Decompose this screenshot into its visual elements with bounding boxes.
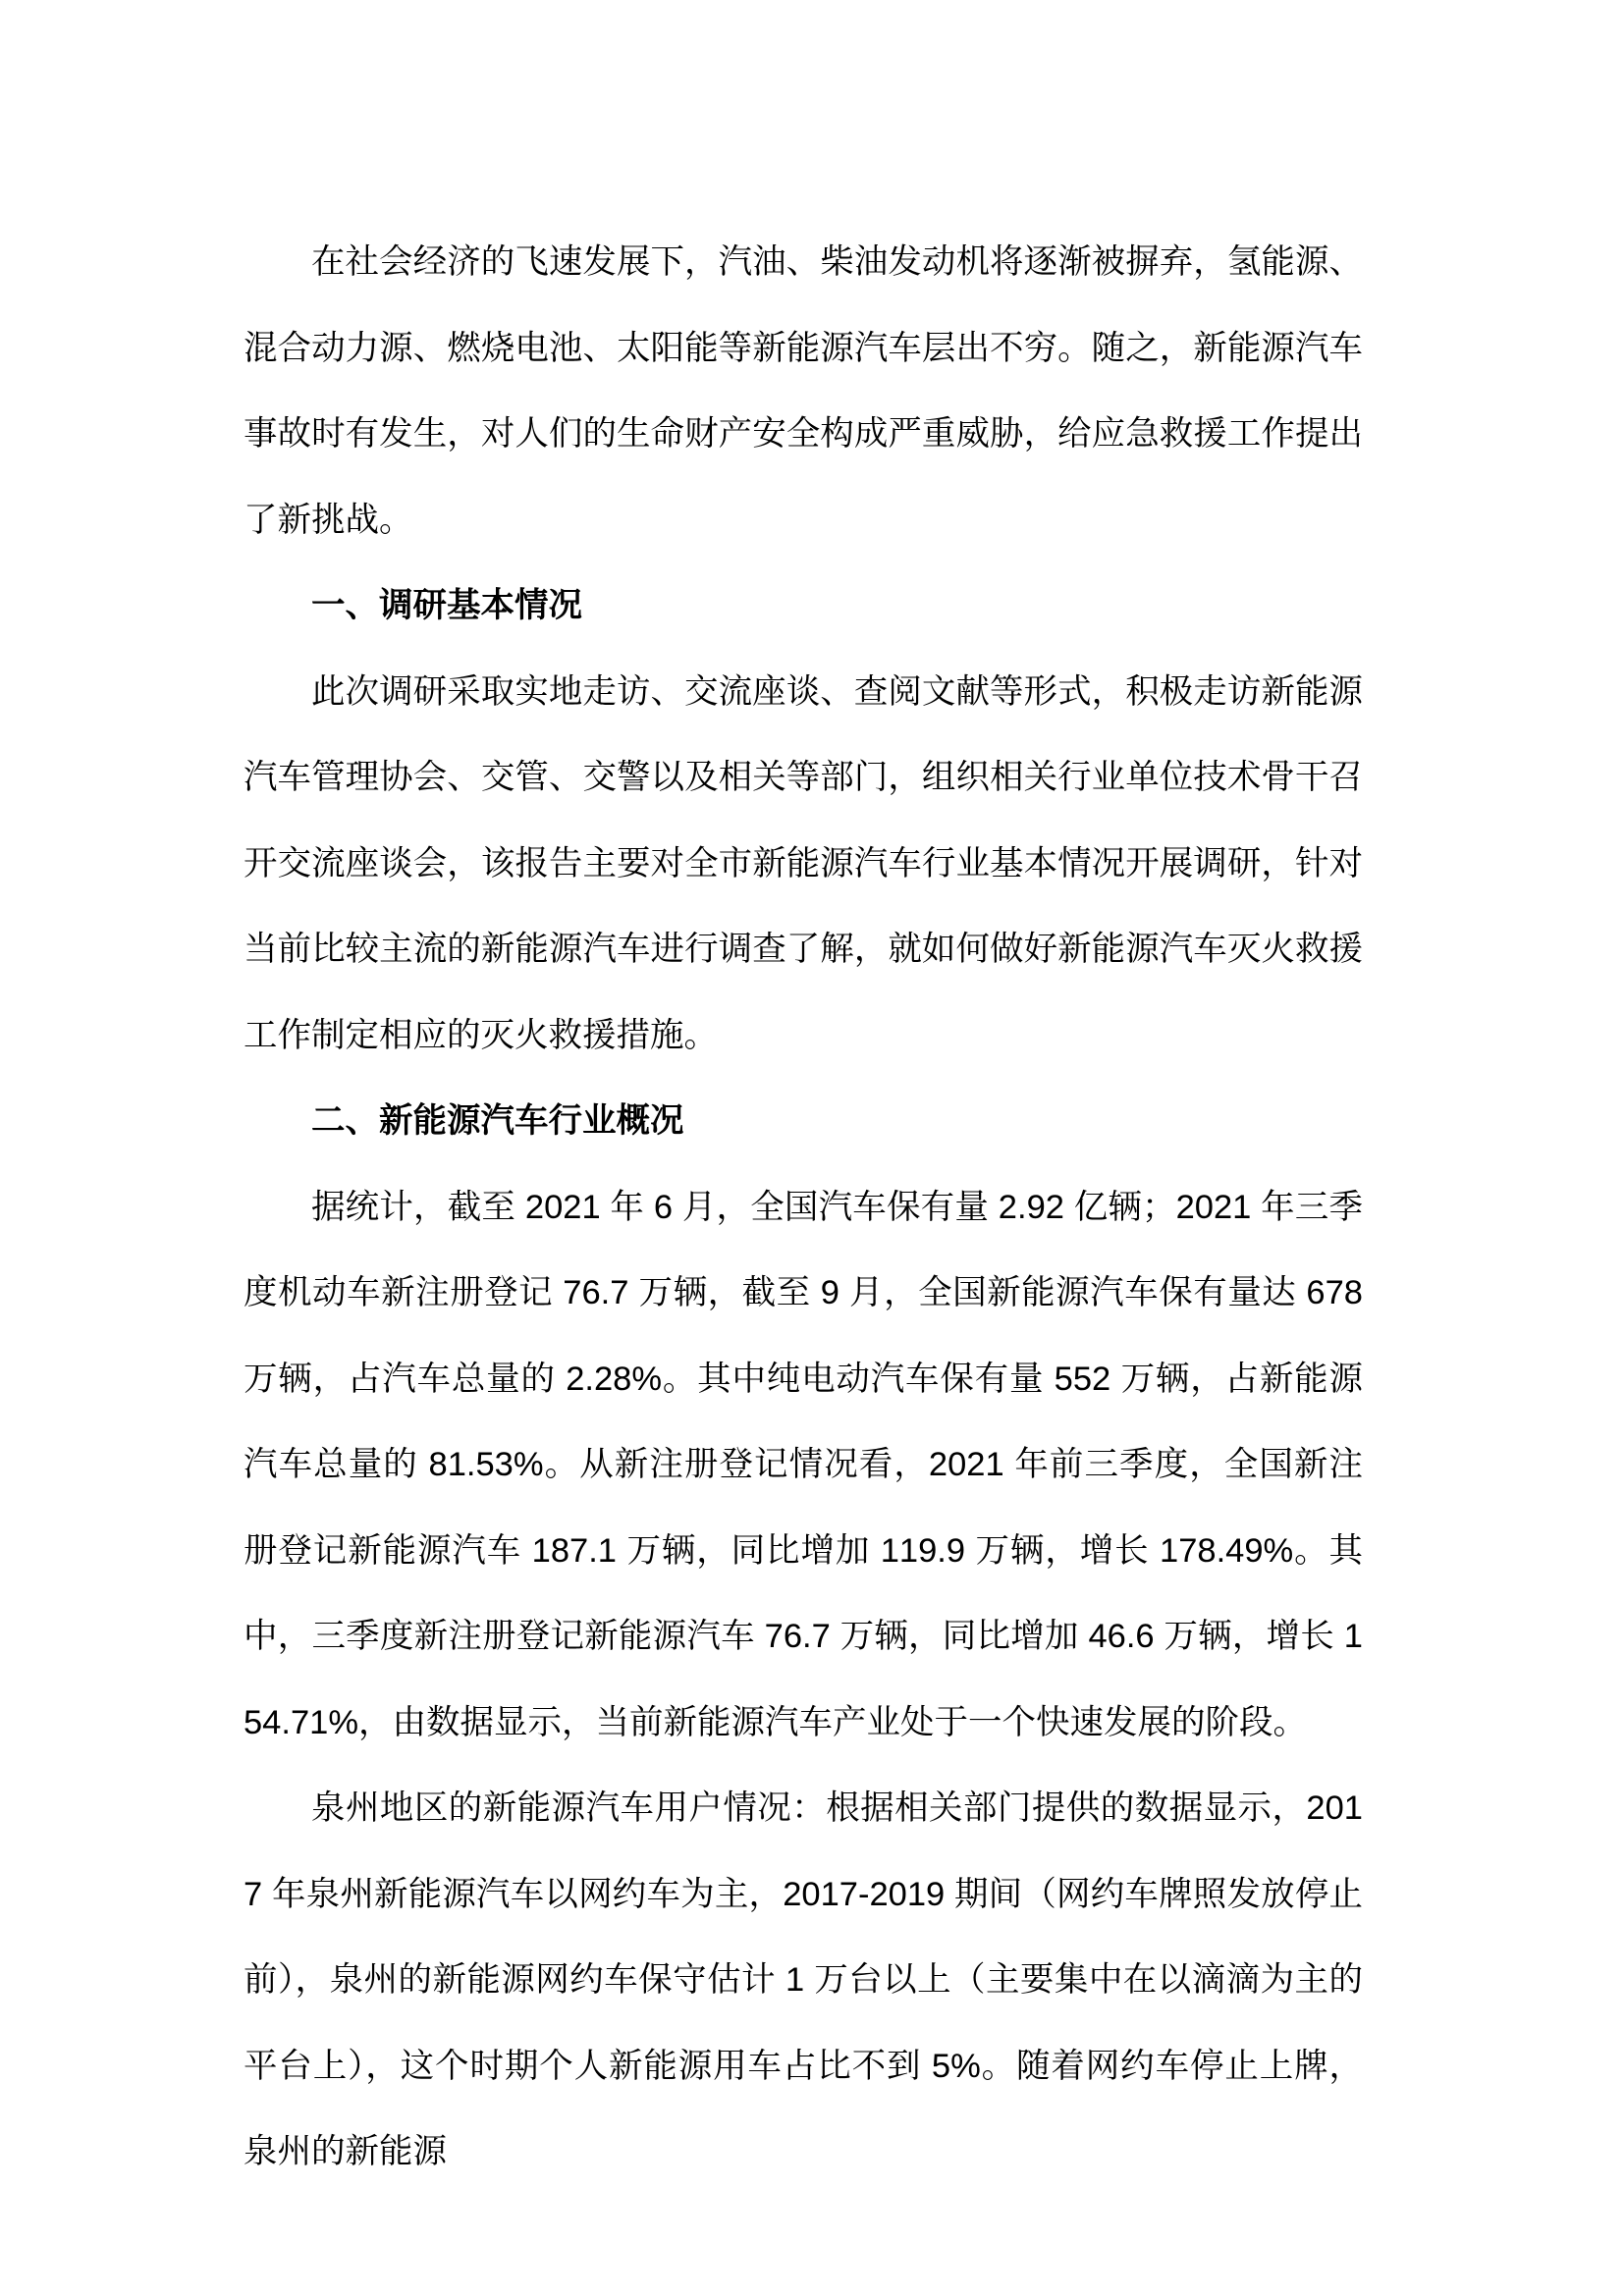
section-heading: 二、新能源汽车行业概况 [311,1102,684,1140]
body-paragraph: 据统计，截至 2021 年 6 月，全国汽车保有量 2.92 亿辆；2021 年三季度机动车新注册登记 76.7 万辆，截至 9 月，全国新能源汽车保有量达 678 万辆，占汽车总量的 2.28%。其中纯电动汽车保有量 552 万辆，占新能源汽车总量的 81.53%。从新注册登记情况看，2021 年前三季度，全国新注册登记新能源汽车 187.1 万辆，同比增加 119.9 万辆，增长 178.49%。其中，三季度新注册登记新能源汽车 76.7 万辆，同比增加 46.6 万辆，增长 154.71%，由数据显示，当前新能源汽车产业处于一个快速发展的阶段。 [244,1188,1363,1741]
body-paragraph: 泉州地区的新能源汽车用户情况：根据相关部门提供的数据显示，2017 年泉州新能源汽车以网约车为主，2017-2019 期间（网约车牌照发放停止前），泉州的新能源网约车保守估计 1 万台以上（主要集中在以滴滴为主的平台上），这个时期个人新能源用车占比不到 5%。随着网约车停止上牌，泉州的新能源 [244,1789,1363,2170]
body-paragraph: 此次调研采取实地走访、交流座谈、查阅文献等形式，积极走访新能源汽车管理协会、交管、交警以及相关等部门，组织相关行业单位技术骨干召开交流座谈会，该报告主要对全市新能源汽车行业基本情况开展调研，针对当前比较主流的新能源汽车进行调查了解，就如何做好新能源汽车灭火救援工作制定相应的灭火救援措施。 [244,672,1363,1054]
document-body [244,220,1363,2196]
body-paragraph: 在社会经济的飞速发展下，汽油、柴油发动机将逐渐被摒弃，氢能源、混合动力源、燃烧电池、太阳能等新能源汽车层出不穷。随之，新能源汽车事故时有发生，对人们的生命财产安全构成严重威胁，给应急救援工作提出了新挑战。 [244,243,1363,539]
section-heading: 一、调研基本情况 [311,587,582,624]
